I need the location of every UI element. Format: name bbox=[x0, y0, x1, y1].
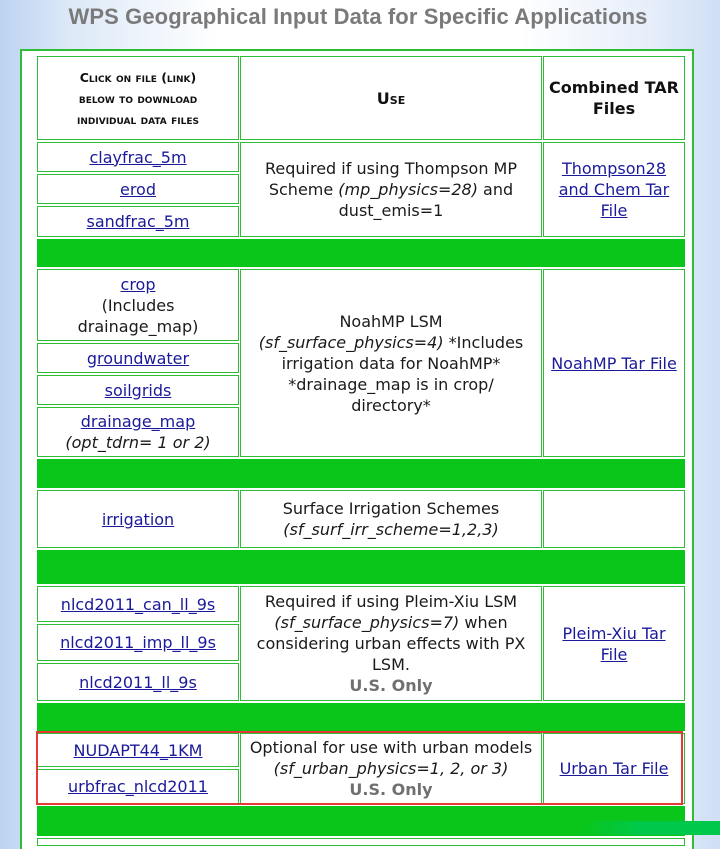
use-text: Required if using Pleim-Xiu LSM bbox=[264, 592, 518, 611]
use-text-line bbox=[259, 332, 524, 353]
file-link-sandfrac[interactable]: sandfrac_5m bbox=[86, 212, 190, 231]
tar-cell-empty bbox=[543, 490, 685, 548]
file-link-clayfrac[interactable]: clayfrac_5m bbox=[89, 147, 187, 167]
file-link-groundwater[interactable]: groundwater bbox=[86, 348, 190, 368]
use-text: Optional for use with urban models bbox=[249, 738, 533, 757]
tar-link-line: and Chem Tar bbox=[558, 180, 670, 199]
separator-band bbox=[37, 550, 685, 584]
next-row-edge bbox=[37, 838, 685, 846]
file-cell bbox=[37, 142, 239, 172]
file-note: (opt_tdrn= 1 or 2) bbox=[65, 433, 211, 452]
use-cell-irrigation bbox=[240, 490, 542, 548]
file-cell bbox=[37, 586, 239, 622]
use-text: *drainage_map is in crop/ bbox=[288, 374, 494, 394]
tar-link-urban[interactable]: Urban Tar File bbox=[559, 759, 669, 778]
header-tar-line2: Files bbox=[592, 99, 636, 118]
file-cell bbox=[37, 375, 239, 405]
use-param: (sf_surface_physics=7) bbox=[274, 613, 460, 632]
use-text-line bbox=[269, 179, 513, 200]
file-cell bbox=[37, 624, 239, 661]
file-link-erod[interactable]: erod bbox=[119, 179, 156, 199]
file-cell bbox=[37, 733, 239, 767]
file-cell bbox=[37, 490, 239, 548]
file-cell bbox=[37, 769, 239, 804]
use-cell-pleim bbox=[240, 586, 542, 701]
file-note: (Includes bbox=[101, 295, 175, 315]
use-text: irrigation data for NoahMP* bbox=[281, 353, 501, 373]
header-tar-column bbox=[543, 56, 685, 140]
tar-cell-thompson bbox=[543, 142, 685, 237]
tar-cell-noahmp bbox=[543, 269, 685, 457]
file-cell bbox=[37, 663, 239, 701]
file-cell bbox=[37, 407, 239, 457]
header-file-column bbox=[37, 56, 239, 140]
use-text: Required if using Thompson MP bbox=[264, 159, 517, 178]
use-text-line bbox=[274, 612, 507, 633]
header-use-column bbox=[240, 56, 542, 140]
tar-link-line: File bbox=[600, 644, 628, 664]
use-text: when bbox=[459, 613, 508, 632]
file-link-crop[interactable]: crop bbox=[120, 274, 156, 294]
use-text: directory* bbox=[351, 395, 431, 415]
separator-band bbox=[37, 459, 685, 488]
use-param: (sf_urban_physics=1, 2, or 3) bbox=[273, 759, 509, 778]
use-text: NoahMP LSM bbox=[339, 311, 443, 331]
tar-cell-urban bbox=[543, 733, 685, 804]
file-cell bbox=[37, 269, 239, 341]
header-file-line3: individual data files bbox=[77, 111, 199, 127]
file-link-nudapt44[interactable]: NUDAPT44_1KM bbox=[73, 740, 203, 760]
file-cell bbox=[37, 343, 239, 373]
file-link-irrigation[interactable]: irrigation bbox=[101, 509, 175, 529]
file-cell bbox=[37, 206, 239, 237]
file-link-nlcd2011[interactable]: nlcd2011_ll_9s bbox=[79, 672, 197, 692]
header-file-line2: below to download bbox=[78, 90, 198, 106]
tar-link-line: Thompson28 bbox=[561, 159, 667, 178]
use-param: (sf_surface_physics=4) bbox=[258, 332, 444, 352]
separator-band bbox=[37, 703, 685, 731]
use-cell-urban bbox=[240, 733, 542, 804]
file-link-drainage-map[interactable]: drainage_map bbox=[80, 412, 196, 431]
page-title: WPS Geographical Input Data for Specific Applications bbox=[68, 4, 648, 29]
use-param: (mp_physics=28) bbox=[338, 180, 478, 199]
file-note: drainage_map) bbox=[77, 316, 199, 336]
tar-link-pleim[interactable] bbox=[562, 623, 665, 665]
use-param: (sf_surf_irr_scheme=1,2,3) bbox=[283, 520, 499, 539]
use-text: LSM. bbox=[372, 655, 410, 674]
tar-link-line: Pleim-Xiu Tar bbox=[562, 623, 666, 643]
use-cell-noahmp bbox=[240, 269, 542, 457]
header-file-line1: Click on file (link) bbox=[79, 69, 197, 85]
use-cell-thompson bbox=[240, 142, 542, 237]
use-text: Scheme bbox=[268, 180, 339, 199]
use-text: Surface Irrigation Schemes bbox=[282, 499, 500, 518]
tar-link-line: File bbox=[600, 201, 628, 220]
file-link-soilgrids[interactable]: soilgrids bbox=[104, 380, 172, 400]
file-link-nlcd2011-imp[interactable]: nlcd2011_imp_ll_9s bbox=[60, 633, 216, 652]
use-text: dust_emis=1 bbox=[338, 201, 444, 220]
tar-cell-pleim bbox=[543, 586, 685, 701]
file-link-nlcd2011-can[interactable]: nlcd2011_can_ll_9s bbox=[60, 594, 216, 614]
use-text: and bbox=[477, 180, 514, 199]
header-tar-line1: Combined TAR bbox=[549, 78, 679, 97]
tar-link-thompson[interactable] bbox=[559, 158, 670, 221]
file-cell bbox=[37, 174, 239, 204]
tar-link-noahmp[interactable]: NoahMP Tar File bbox=[551, 353, 677, 373]
us-only-label: U.S. Only bbox=[349, 676, 433, 695]
use-text: considering urban effects with PX bbox=[256, 634, 526, 653]
header-use-label: Use bbox=[376, 88, 406, 108]
separator-band bbox=[37, 239, 685, 267]
us-only-label: U.S. Only bbox=[349, 780, 433, 799]
corner-overlay bbox=[586, 821, 720, 835]
file-link-urbfrac[interactable]: urbfrac_nlcd2011 bbox=[68, 777, 208, 796]
use-text: *Includes bbox=[443, 332, 524, 352]
